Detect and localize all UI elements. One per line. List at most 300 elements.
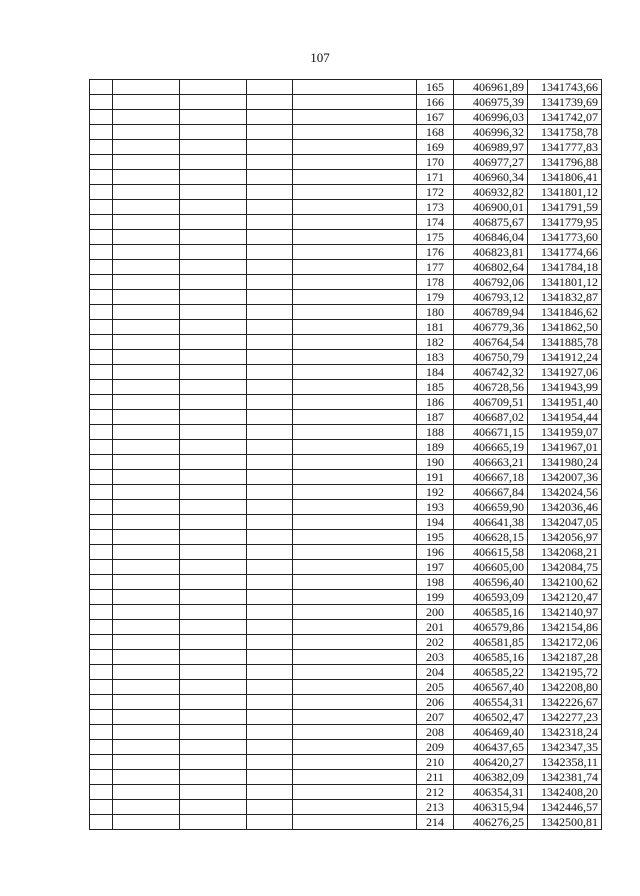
empty-cell	[90, 440, 113, 455]
table-row	[90, 275, 602, 290]
y-coordinate-cell: 1342024,56	[528, 485, 602, 500]
empty-cell	[293, 800, 417, 815]
empty-cell	[180, 320, 247, 335]
x-coordinate-cell: 406579,86	[454, 620, 528, 635]
empty-cell	[247, 125, 293, 140]
empty-cell	[293, 710, 417, 725]
empty-cell	[113, 395, 180, 410]
table-row	[90, 605, 602, 620]
empty-cell	[90, 785, 113, 800]
x-coordinate-cell: 406728,56	[454, 380, 528, 395]
empty-cell	[113, 185, 180, 200]
empty-cell	[247, 185, 293, 200]
point-number-cell: 200	[417, 605, 454, 620]
point-number-cell: 192	[417, 485, 454, 500]
empty-cell	[247, 110, 293, 125]
empty-cell	[247, 485, 293, 500]
empty-cell	[293, 350, 417, 365]
empty-cell	[180, 440, 247, 455]
empty-cell	[293, 410, 417, 425]
empty-cell	[113, 410, 180, 425]
y-coordinate-cell: 1342446,57	[528, 800, 602, 815]
point-number-cell: 206	[417, 695, 454, 710]
empty-cell	[247, 230, 293, 245]
empty-cell	[90, 590, 113, 605]
empty-cell	[113, 275, 180, 290]
x-coordinate-cell: 406667,84	[454, 485, 528, 500]
empty-cell	[90, 95, 113, 110]
table-row	[90, 620, 602, 635]
empty-cell	[180, 230, 247, 245]
point-number-cell: 166	[417, 95, 454, 110]
table-row	[90, 740, 602, 755]
y-coordinate-cell: 1341739,69	[528, 95, 602, 110]
empty-cell	[113, 680, 180, 695]
point-number-cell: 212	[417, 785, 454, 800]
empty-cell	[113, 470, 180, 485]
empty-cell	[113, 215, 180, 230]
empty-cell	[247, 815, 293, 830]
point-number-cell: 178	[417, 275, 454, 290]
point-number-cell: 194	[417, 515, 454, 530]
table-row	[90, 170, 602, 185]
empty-cell	[113, 320, 180, 335]
x-coordinate-cell: 406750,79	[454, 350, 528, 365]
y-coordinate-cell: 1342500,81	[528, 815, 602, 830]
table-row	[90, 635, 602, 650]
empty-cell	[90, 755, 113, 770]
empty-cell	[113, 455, 180, 470]
empty-cell	[90, 635, 113, 650]
empty-cell	[180, 215, 247, 230]
empty-cell	[247, 725, 293, 740]
empty-cell	[180, 170, 247, 185]
y-coordinate-cell: 1342068,21	[528, 545, 602, 560]
point-number-cell: 197	[417, 560, 454, 575]
empty-cell	[293, 500, 417, 515]
y-coordinate-cell: 1341784,18	[528, 260, 602, 275]
empty-cell	[180, 125, 247, 140]
empty-cell	[113, 440, 180, 455]
empty-cell	[293, 155, 417, 170]
empty-cell	[113, 380, 180, 395]
x-coordinate-cell: 406709,51	[454, 395, 528, 410]
empty-cell	[113, 530, 180, 545]
empty-cell	[293, 140, 417, 155]
x-coordinate-cell: 406659,90	[454, 500, 528, 515]
y-coordinate-cell: 1341912,24	[528, 350, 602, 365]
empty-cell	[90, 305, 113, 320]
empty-cell	[247, 305, 293, 320]
table-row	[90, 500, 602, 515]
empty-cell	[113, 815, 180, 830]
point-number-cell: 195	[417, 530, 454, 545]
table-row	[90, 815, 602, 830]
point-number-cell: 168	[417, 125, 454, 140]
empty-cell	[247, 320, 293, 335]
empty-cell	[247, 245, 293, 260]
empty-cell	[90, 605, 113, 620]
empty-cell	[247, 575, 293, 590]
empty-cell	[180, 155, 247, 170]
point-number-cell: 187	[417, 410, 454, 425]
empty-cell	[113, 740, 180, 755]
x-coordinate-cell: 406585,16	[454, 650, 528, 665]
empty-cell	[180, 665, 247, 680]
point-number-cell: 191	[417, 470, 454, 485]
empty-cell	[293, 125, 417, 140]
x-coordinate-cell: 406615,58	[454, 545, 528, 560]
point-number-cell: 214	[417, 815, 454, 830]
empty-cell	[247, 350, 293, 365]
empty-cell	[247, 770, 293, 785]
empty-cell	[90, 425, 113, 440]
empty-cell	[180, 365, 247, 380]
empty-cell	[293, 290, 417, 305]
y-coordinate-cell: 1342084,75	[528, 560, 602, 575]
y-coordinate-cell: 1341791,59	[528, 200, 602, 215]
point-number-cell: 186	[417, 395, 454, 410]
empty-cell	[293, 395, 417, 410]
empty-cell	[247, 785, 293, 800]
y-coordinate-cell: 1341927,06	[528, 365, 602, 380]
empty-cell	[90, 515, 113, 530]
empty-cell	[247, 365, 293, 380]
empty-cell	[180, 335, 247, 350]
empty-cell	[90, 185, 113, 200]
y-coordinate-cell: 1342007,36	[528, 470, 602, 485]
empty-cell	[113, 725, 180, 740]
x-coordinate-cell: 406585,22	[454, 665, 528, 680]
empty-cell	[113, 545, 180, 560]
x-coordinate-cell: 406276,25	[454, 815, 528, 830]
empty-cell	[180, 740, 247, 755]
empty-cell	[180, 635, 247, 650]
x-coordinate-cell: 406437,65	[454, 740, 528, 755]
x-coordinate-cell: 406989,97	[454, 140, 528, 155]
empty-cell	[247, 95, 293, 110]
empty-cell	[293, 785, 417, 800]
table-row	[90, 800, 602, 815]
point-number-cell: 209	[417, 740, 454, 755]
y-coordinate-cell: 1342408,20	[528, 785, 602, 800]
empty-cell	[90, 740, 113, 755]
x-coordinate-cell: 406764,54	[454, 335, 528, 350]
empty-cell	[180, 245, 247, 260]
empty-cell	[113, 350, 180, 365]
empty-cell	[293, 740, 417, 755]
coordinates-table	[89, 79, 602, 830]
empty-cell	[90, 365, 113, 380]
empty-cell	[90, 140, 113, 155]
table-row	[90, 350, 602, 365]
empty-cell	[247, 695, 293, 710]
y-coordinate-cell: 1341846,62	[528, 305, 602, 320]
empty-cell	[90, 560, 113, 575]
point-number-cell: 184	[417, 365, 454, 380]
empty-cell	[113, 140, 180, 155]
table-row	[90, 470, 602, 485]
point-number-cell: 188	[417, 425, 454, 440]
empty-cell	[180, 350, 247, 365]
x-coordinate-cell: 406793,12	[454, 290, 528, 305]
empty-cell	[90, 710, 113, 725]
point-number-cell: 174	[417, 215, 454, 230]
empty-cell	[113, 785, 180, 800]
x-coordinate-cell: 406665,19	[454, 440, 528, 455]
point-number-cell: 213	[417, 800, 454, 815]
empty-cell	[180, 500, 247, 515]
table-row	[90, 290, 602, 305]
y-coordinate-cell: 1341806,41	[528, 170, 602, 185]
empty-cell	[90, 695, 113, 710]
y-coordinate-cell: 1342318,24	[528, 725, 602, 740]
empty-cell	[180, 80, 247, 95]
empty-cell	[113, 365, 180, 380]
table-row	[90, 575, 602, 590]
x-coordinate-cell: 406671,15	[454, 425, 528, 440]
empty-cell	[247, 455, 293, 470]
table-row	[90, 260, 602, 275]
y-coordinate-cell: 1341832,87	[528, 290, 602, 305]
point-number-cell: 198	[417, 575, 454, 590]
empty-cell	[90, 215, 113, 230]
empty-cell	[247, 80, 293, 95]
empty-cell	[113, 170, 180, 185]
point-number-cell: 196	[417, 545, 454, 560]
table-row	[90, 440, 602, 455]
table-row	[90, 185, 602, 200]
empty-cell	[90, 545, 113, 560]
empty-cell	[113, 110, 180, 125]
empty-cell	[180, 410, 247, 425]
table-row	[90, 530, 602, 545]
x-coordinate-cell: 406687,02	[454, 410, 528, 425]
table-row	[90, 770, 602, 785]
point-number-cell: 167	[417, 110, 454, 125]
empty-cell	[180, 95, 247, 110]
y-coordinate-cell: 1341758,78	[528, 125, 602, 140]
table-row	[90, 305, 602, 320]
empty-cell	[180, 515, 247, 530]
y-coordinate-cell: 1341862,50	[528, 320, 602, 335]
point-number-cell: 203	[417, 650, 454, 665]
y-coordinate-cell: 1341773,60	[528, 230, 602, 245]
y-coordinate-cell: 1341743,66	[528, 80, 602, 95]
empty-cell	[180, 260, 247, 275]
empty-cell	[293, 335, 417, 350]
empty-cell	[113, 500, 180, 515]
y-coordinate-cell: 1342140,97	[528, 605, 602, 620]
empty-cell	[90, 335, 113, 350]
x-coordinate-cell: 406628,15	[454, 530, 528, 545]
empty-cell	[180, 395, 247, 410]
x-coordinate-cell: 406667,18	[454, 470, 528, 485]
empty-cell	[90, 80, 113, 95]
empty-cell	[247, 710, 293, 725]
empty-cell	[247, 740, 293, 755]
point-number-cell: 170	[417, 155, 454, 170]
point-number-cell: 169	[417, 140, 454, 155]
x-coordinate-cell: 406846,04	[454, 230, 528, 245]
empty-cell	[113, 95, 180, 110]
empty-cell	[113, 695, 180, 710]
y-coordinate-cell: 1341777,83	[528, 140, 602, 155]
empty-cell	[180, 110, 247, 125]
empty-cell	[247, 665, 293, 680]
empty-cell	[293, 380, 417, 395]
table-row	[90, 545, 602, 560]
x-coordinate-cell: 406354,31	[454, 785, 528, 800]
point-number-cell: 182	[417, 335, 454, 350]
x-coordinate-cell: 406802,64	[454, 260, 528, 275]
empty-cell	[180, 530, 247, 545]
empty-cell	[90, 290, 113, 305]
page-number: 107	[310, 50, 330, 65]
table-row	[90, 590, 602, 605]
table-row	[90, 515, 602, 530]
point-number-cell: 201	[417, 620, 454, 635]
empty-cell	[293, 755, 417, 770]
empty-cell	[293, 305, 417, 320]
empty-cell	[113, 335, 180, 350]
empty-cell	[293, 650, 417, 665]
empty-cell	[180, 710, 247, 725]
empty-cell	[247, 500, 293, 515]
table-row	[90, 725, 602, 740]
empty-cell	[180, 650, 247, 665]
coordinates-table-body	[90, 80, 602, 830]
empty-cell	[90, 275, 113, 290]
x-coordinate-cell: 406975,39	[454, 95, 528, 110]
y-coordinate-cell: 1342347,35	[528, 740, 602, 755]
empty-cell	[90, 395, 113, 410]
y-coordinate-cell: 1341885,78	[528, 335, 602, 350]
y-coordinate-cell: 1342036,46	[528, 500, 602, 515]
empty-cell	[247, 275, 293, 290]
table-row	[90, 215, 602, 230]
empty-cell	[293, 575, 417, 590]
empty-cell	[90, 245, 113, 260]
x-coordinate-cell: 406581,85	[454, 635, 528, 650]
table-row	[90, 755, 602, 770]
point-number-cell: 172	[417, 185, 454, 200]
empty-cell	[90, 650, 113, 665]
x-coordinate-cell: 406502,47	[454, 710, 528, 725]
empty-cell	[113, 80, 180, 95]
table-row	[90, 785, 602, 800]
empty-cell	[180, 770, 247, 785]
empty-cell	[90, 410, 113, 425]
y-coordinate-cell: 1342358,11	[528, 755, 602, 770]
empty-cell	[293, 680, 417, 695]
empty-cell	[247, 635, 293, 650]
empty-cell	[247, 335, 293, 350]
y-coordinate-cell: 1342100,62	[528, 575, 602, 590]
empty-cell	[247, 650, 293, 665]
empty-cell	[293, 200, 417, 215]
empty-cell	[90, 230, 113, 245]
x-coordinate-cell: 406792,06	[454, 275, 528, 290]
x-coordinate-cell: 406823,81	[454, 245, 528, 260]
empty-cell	[247, 800, 293, 815]
point-number-cell: 193	[417, 500, 454, 515]
table-row	[90, 425, 602, 440]
empty-cell	[180, 470, 247, 485]
empty-cell	[247, 200, 293, 215]
empty-cell	[293, 245, 417, 260]
empty-cell	[90, 575, 113, 590]
empty-cell	[113, 620, 180, 635]
empty-cell	[293, 110, 417, 125]
empty-cell	[180, 425, 247, 440]
x-coordinate-cell: 406605,00	[454, 560, 528, 575]
empty-cell	[90, 110, 113, 125]
empty-cell	[293, 185, 417, 200]
y-coordinate-cell: 1341943,99	[528, 380, 602, 395]
point-number-cell: 183	[417, 350, 454, 365]
empty-cell	[113, 290, 180, 305]
table-row	[90, 335, 602, 350]
table-row	[90, 200, 602, 215]
table-row	[90, 245, 602, 260]
empty-cell	[180, 290, 247, 305]
empty-cell	[180, 800, 247, 815]
empty-cell	[247, 140, 293, 155]
table-row	[90, 380, 602, 395]
empty-cell	[293, 230, 417, 245]
y-coordinate-cell: 1341980,24	[528, 455, 602, 470]
empty-cell	[247, 425, 293, 440]
table-row	[90, 410, 602, 425]
empty-cell	[113, 665, 180, 680]
empty-cell	[90, 155, 113, 170]
point-number-cell: 171	[417, 170, 454, 185]
x-coordinate-cell: 406315,94	[454, 800, 528, 815]
empty-cell	[180, 575, 247, 590]
table-row	[90, 560, 602, 575]
empty-cell	[90, 170, 113, 185]
empty-cell	[293, 170, 417, 185]
empty-cell	[90, 680, 113, 695]
table-row	[90, 695, 602, 710]
empty-cell	[247, 560, 293, 575]
empty-cell	[180, 605, 247, 620]
empty-cell	[247, 530, 293, 545]
point-number-cell: 173	[417, 200, 454, 215]
empty-cell	[293, 815, 417, 830]
x-coordinate-cell: 406596,40	[454, 575, 528, 590]
empty-cell	[90, 380, 113, 395]
empty-cell	[247, 620, 293, 635]
empty-cell	[180, 590, 247, 605]
y-coordinate-cell: 1341959,07	[528, 425, 602, 440]
point-number-cell: 202	[417, 635, 454, 650]
x-coordinate-cell: 406996,03	[454, 110, 528, 125]
point-number-cell: 199	[417, 590, 454, 605]
empty-cell	[293, 605, 417, 620]
empty-cell	[247, 290, 293, 305]
y-coordinate-cell: 1342381,74	[528, 770, 602, 785]
table-row	[90, 320, 602, 335]
y-coordinate-cell: 1341951,40	[528, 395, 602, 410]
empty-cell	[113, 605, 180, 620]
y-coordinate-cell: 1341779,95	[528, 215, 602, 230]
x-coordinate-cell: 406554,31	[454, 695, 528, 710]
empty-cell	[247, 515, 293, 530]
point-number-cell: 176	[417, 245, 454, 260]
y-coordinate-cell: 1341742,07	[528, 110, 602, 125]
